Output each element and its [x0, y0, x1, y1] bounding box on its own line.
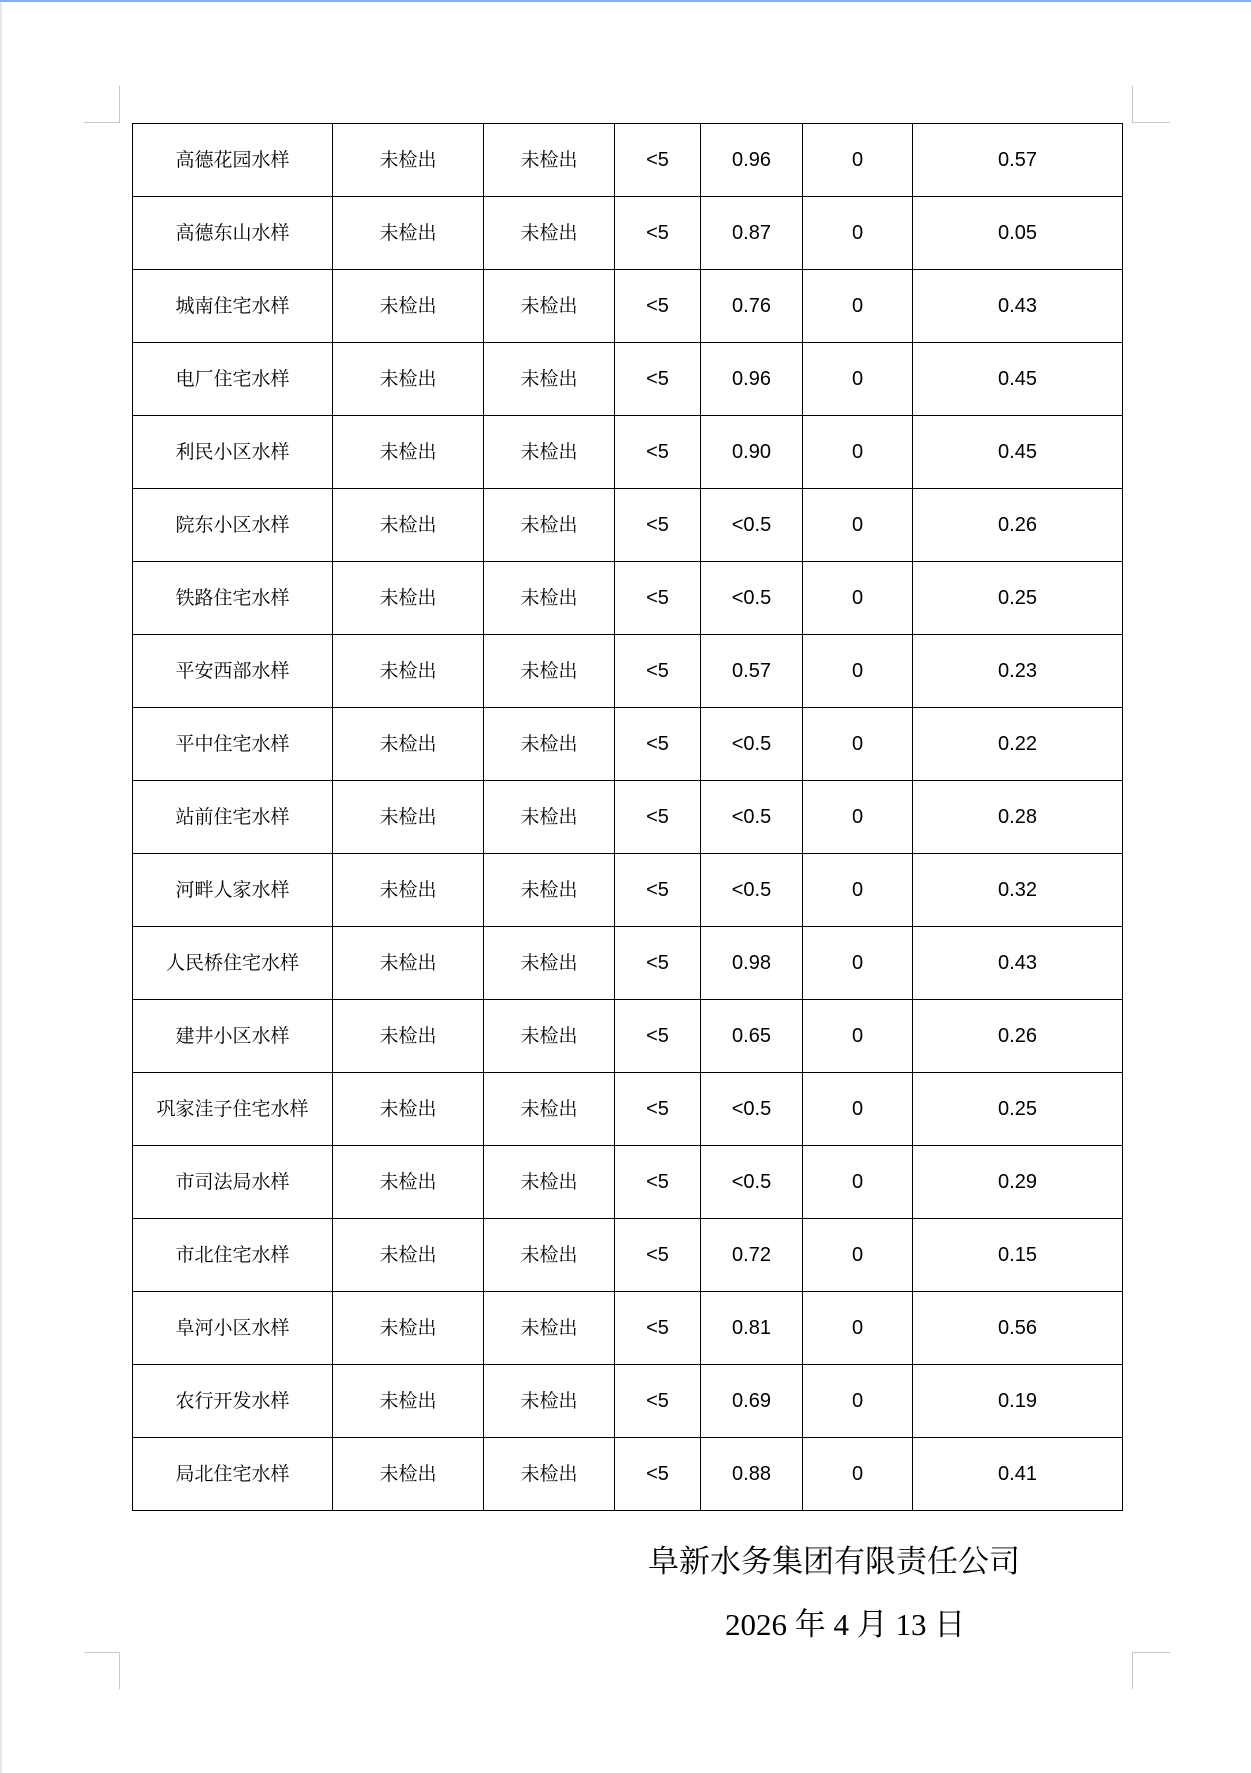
table-cell-sample_name: 利民小区水样 [133, 416, 333, 489]
table-row [133, 1292, 1123, 1365]
table-cell-col2: 未检出 [333, 635, 484, 708]
table-cell-col6: 0 [803, 1073, 913, 1146]
table-cell-col7: 0.45 [913, 416, 1123, 489]
table-cell-col6: 0 [803, 416, 913, 489]
table-cell-col7: 0.29 [913, 1146, 1123, 1219]
table-cell-col4: <5 [615, 708, 701, 781]
table-cell-col3: 未检出 [484, 489, 615, 562]
table-cell-col7: 0.32 [913, 854, 1123, 927]
table-cell-col7: 0.26 [913, 1000, 1123, 1073]
table-row [133, 489, 1123, 562]
table-cell-col6: 0 [803, 1146, 913, 1219]
table-cell-col3: 未检出 [484, 1365, 615, 1438]
table-cell-col3: 未检出 [484, 1000, 615, 1073]
table-cell-col6: 0 [803, 562, 913, 635]
table-cell-col5: <0.5 [701, 781, 803, 854]
page-left-edge [0, 2, 2, 1773]
table-cell-col4: <5 [615, 1438, 701, 1511]
table-cell-col5: 0.69 [701, 1365, 803, 1438]
table-cell-col2: 未检出 [333, 1365, 484, 1438]
table-cell-sample_name: 城南住宅水样 [133, 270, 333, 343]
table-cell-col2: 未检出 [333, 1073, 484, 1146]
table-cell-sample_name: 铁路住宅水样 [133, 562, 333, 635]
table-row [133, 854, 1123, 927]
table-cell-col5: 0.87 [701, 197, 803, 270]
table-cell-col2: 未检出 [333, 562, 484, 635]
table-cell-col6: 0 [803, 708, 913, 781]
table-row [133, 1219, 1123, 1292]
table-cell-col5: 0.88 [701, 1438, 803, 1511]
table-cell-col6: 0 [803, 270, 913, 343]
table-cell-col2: 未检出 [333, 927, 484, 1000]
table-cell-sample_name: 站前住宅水样 [133, 781, 333, 854]
table-cell-col7: 0.43 [913, 927, 1123, 1000]
table-cell-col4: <5 [615, 635, 701, 708]
table-cell-col5: 0.96 [701, 343, 803, 416]
table-cell-col3: 未检出 [484, 1292, 615, 1365]
table-row [133, 1438, 1123, 1511]
table-row [133, 708, 1123, 781]
table-cell-col7: 0.19 [913, 1365, 1123, 1438]
table-row [133, 1146, 1123, 1219]
table-row [133, 1365, 1123, 1438]
table-cell-sample_name: 阜河小区水样 [133, 1292, 333, 1365]
table-cell-sample_name: 平中住宅水样 [133, 708, 333, 781]
table-row [133, 927, 1123, 1000]
table-row [133, 635, 1123, 708]
table-cell-col4: <5 [615, 1073, 701, 1146]
table-cell-col3: 未检出 [484, 1073, 615, 1146]
table-cell-col2: 未检出 [333, 1438, 484, 1511]
table-cell-col7: 0.43 [913, 270, 1123, 343]
table-cell-col2: 未检出 [333, 1146, 484, 1219]
table-cell-col3: 未检出 [484, 124, 615, 197]
table-row [133, 270, 1123, 343]
table-cell-col5: 0.76 [701, 270, 803, 343]
table-cell-col4: <5 [615, 343, 701, 416]
table-cell-col7: 0.56 [913, 1292, 1123, 1365]
table-cell-sample_name: 农行开发水样 [133, 1365, 333, 1438]
table-cell-col2: 未检出 [333, 270, 484, 343]
table-cell-col6: 0 [803, 124, 913, 197]
table-cell-col3: 未检出 [484, 635, 615, 708]
table-cell-col7: 0.25 [913, 1073, 1123, 1146]
table-row [133, 562, 1123, 635]
table-cell-col6: 0 [803, 489, 913, 562]
table-cell-col2: 未检出 [333, 854, 484, 927]
table-cell-sample_name: 电厂住宅水样 [133, 343, 333, 416]
table-cell-col5: 0.81 [701, 1292, 803, 1365]
table-cell-col7: 0.23 [913, 635, 1123, 708]
table-cell-col4: <5 [615, 489, 701, 562]
table-cell-col6: 0 [803, 343, 913, 416]
table-cell-sample_name: 高德东山水样 [133, 197, 333, 270]
table-cell-col5: 0.96 [701, 124, 803, 197]
table-cell-col5: <0.5 [701, 1146, 803, 1219]
table-cell-col7: 0.41 [913, 1438, 1123, 1511]
table-cell-col4: <5 [615, 270, 701, 343]
table-cell-col5: 0.57 [701, 635, 803, 708]
table-cell-col3: 未检出 [484, 1219, 615, 1292]
table-cell-col5: <0.5 [701, 708, 803, 781]
table-cell-col5: <0.5 [701, 489, 803, 562]
table-cell-col4: <5 [615, 927, 701, 1000]
table-row [133, 781, 1123, 854]
table-cell-col2: 未检出 [333, 416, 484, 489]
table-cell-col2: 未检出 [333, 708, 484, 781]
table-cell-col3: 未检出 [484, 708, 615, 781]
table-cell-col2: 未检出 [333, 489, 484, 562]
table-cell-col2: 未检出 [333, 197, 484, 270]
table-cell-col4: <5 [615, 416, 701, 489]
table-cell-col7: 0.25 [913, 562, 1123, 635]
table-cell-col4: <5 [615, 197, 701, 270]
table-cell-col6: 0 [803, 854, 913, 927]
table-cell-col4: <5 [615, 1219, 701, 1292]
table-cell-col3: 未检出 [484, 270, 615, 343]
table-cell-col5: 0.98 [701, 927, 803, 1000]
table-cell-sample_name: 局北住宅水样 [133, 1438, 333, 1511]
table-cell-col4: <5 [615, 1292, 701, 1365]
table-cell-col2: 未检出 [333, 1292, 484, 1365]
table-cell-col7: 0.22 [913, 708, 1123, 781]
table-cell-col2: 未检出 [333, 343, 484, 416]
table-cell-col5: <0.5 [701, 1073, 803, 1146]
table-cell-sample_name: 巩家洼子住宅水样 [133, 1073, 333, 1146]
table-cell-col5: 0.65 [701, 1000, 803, 1073]
table-row [133, 1073, 1123, 1146]
table-cell-sample_name: 建井小区水样 [133, 1000, 333, 1073]
table-cell-col6: 0 [803, 1438, 913, 1511]
table-cell-col2: 未检出 [333, 1219, 484, 1292]
table-cell-col3: 未检出 [484, 197, 615, 270]
table-cell-sample_name: 高德花园水样 [133, 124, 333, 197]
table-cell-col6: 0 [803, 197, 913, 270]
window-top-accent-line [0, 0, 1251, 2]
table-cell-col5: <0.5 [701, 854, 803, 927]
table-cell-col6: 0 [803, 635, 913, 708]
table-cell-col3: 未检出 [484, 854, 615, 927]
table-cell-col4: <5 [615, 562, 701, 635]
table-cell-col2: 未检出 [333, 124, 484, 197]
table-cell-col7: 0.28 [913, 781, 1123, 854]
table-cell-col3: 未检出 [484, 1146, 615, 1219]
table-cell-col5: 0.90 [701, 416, 803, 489]
table-cell-col7: 0.15 [913, 1219, 1123, 1292]
report-date: 2026 年 4 月 13 日 [725, 1607, 966, 1642]
table-cell-col6: 0 [803, 927, 913, 1000]
water-quality-table [132, 123, 1123, 1511]
table-cell-col6: 0 [803, 1000, 913, 1073]
table-cell-col4: <5 [615, 781, 701, 854]
table-cell-sample_name: 市北住宅水样 [133, 1219, 333, 1292]
table-cell-col4: <5 [615, 1000, 701, 1073]
table-cell-col4: <5 [615, 1365, 701, 1438]
table-cell-col4: <5 [615, 124, 701, 197]
table-row [133, 124, 1123, 197]
table-row [133, 343, 1123, 416]
table-cell-col4: <5 [615, 854, 701, 927]
table-cell-col7: 0.57 [913, 124, 1123, 197]
table-cell-col3: 未检出 [484, 562, 615, 635]
table-cell-sample_name: 人民桥住宅水样 [133, 927, 333, 1000]
table-cell-col7: 0.26 [913, 489, 1123, 562]
table-cell-col2: 未检出 [333, 781, 484, 854]
table-cell-sample_name: 河畔人家水样 [133, 854, 333, 927]
table-cell-col5: 0.72 [701, 1219, 803, 1292]
table-cell-col3: 未检出 [484, 343, 615, 416]
table-cell-sample_name: 市司法局水样 [133, 1146, 333, 1219]
table-cell-col7: 0.05 [913, 197, 1123, 270]
table-cell-col6: 0 [803, 781, 913, 854]
table-cell-col5: <0.5 [701, 562, 803, 635]
company-name: 阜新水务集团有限责任公司 [648, 1544, 1020, 1580]
table-body [133, 124, 1123, 1511]
table-cell-col3: 未检出 [484, 781, 615, 854]
table-cell-col6: 0 [803, 1365, 913, 1438]
table-row [133, 1000, 1123, 1073]
table-cell-col6: 0 [803, 1292, 913, 1365]
table-cell-col2: 未检出 [333, 1000, 484, 1073]
table-cell-col3: 未检出 [484, 416, 615, 489]
table-cell-sample_name: 院东小区水样 [133, 489, 333, 562]
table-cell-col6: 0 [803, 1219, 913, 1292]
table-cell-col3: 未检出 [484, 1438, 615, 1511]
table-row [133, 197, 1123, 270]
table-cell-col4: <5 [615, 1146, 701, 1219]
table-cell-col3: 未检出 [484, 927, 615, 1000]
table-cell-col7: 0.45 [913, 343, 1123, 416]
table-row [133, 416, 1123, 489]
table-cell-sample_name: 平安西部水样 [133, 635, 333, 708]
